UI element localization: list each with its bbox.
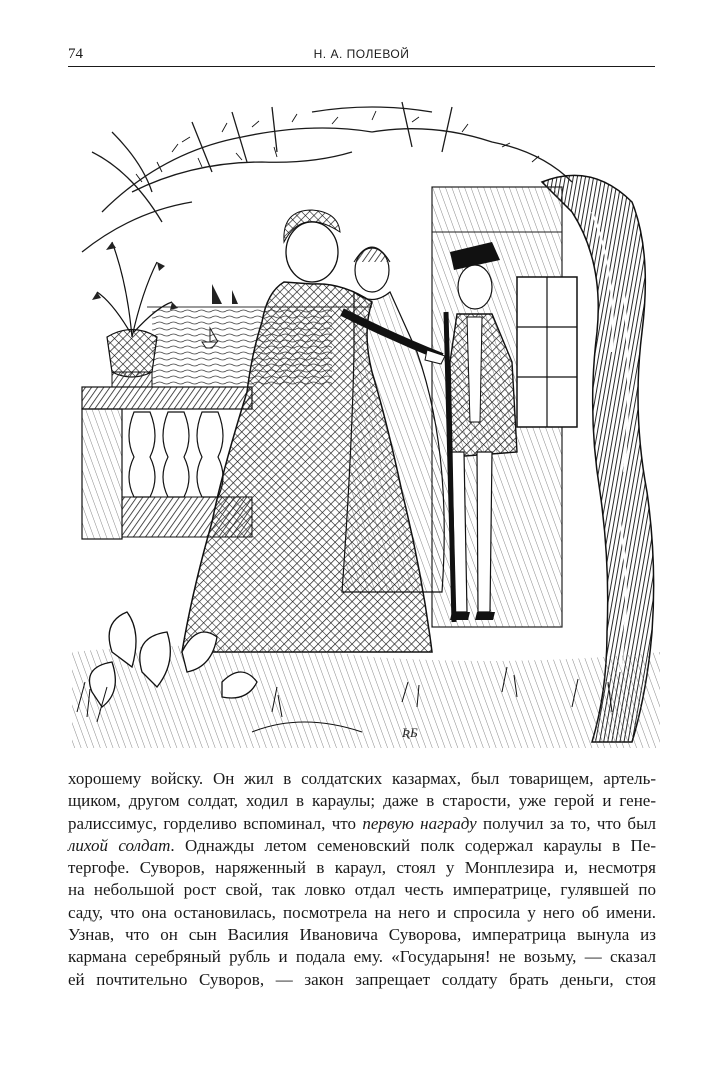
text-line: [68, 768, 656, 790]
text-run: ей почтительно Суворов, — закон запрещает солдату брать деньги, стоя: [68, 969, 656, 989]
body-text: [68, 768, 656, 991]
text-run: получил за то, что был: [476, 813, 656, 833]
emphasis-text: первую награду: [362, 813, 477, 833]
text-line: [68, 946, 656, 968]
text-line: [68, 879, 656, 901]
emphasis-text: лихой солдат: [68, 835, 171, 855]
text-run: саду, что она остановилась, посмотрела на него и спросила у него об имени.: [68, 902, 656, 922]
text-line: [68, 902, 656, 924]
text-run: на небольшой рост свой, так ловко отдал честь императрице, гулявшей по: [68, 880, 656, 900]
page-number: 74: [68, 46, 83, 62]
text-run: . Однажды летом семеновский полк содержал караулы в Пе-: [170, 835, 656, 855]
page-header: [68, 44, 655, 67]
text-line: [68, 857, 656, 879]
text-line: [68, 969, 656, 991]
text-run: Узнав, что он сын Василия Ивановича Суворова, императрица вынула из: [68, 925, 656, 945]
text-run: хорошему войску. Он жил в солдатских казармах, был товарищем, артель-: [68, 769, 656, 788]
running-title: Н. А. ПОЛЕВОЙ: [313, 47, 410, 61]
text-line: [68, 813, 656, 835]
text-run: щиком, другом солдат, ходил в караулы; даже в старости, уже герой и гене-: [68, 791, 656, 811]
engraving-illustration: [72, 92, 660, 748]
text-run: ралиссимус, горделиво вспоминал, что: [68, 813, 363, 833]
text-run: тергофе. Суворов, наряженный в караул, стоял у Монплезира и, несмотря: [68, 858, 656, 878]
text-line: [68, 924, 656, 946]
text-line: [68, 835, 656, 857]
svg-text:ƦƂ: ƦƂ: [402, 725, 418, 740]
text-line: [68, 790, 656, 812]
text-run: кармана серебряный рубль и подала ему. «Государыня! не возьму, — сказал: [68, 947, 656, 967]
